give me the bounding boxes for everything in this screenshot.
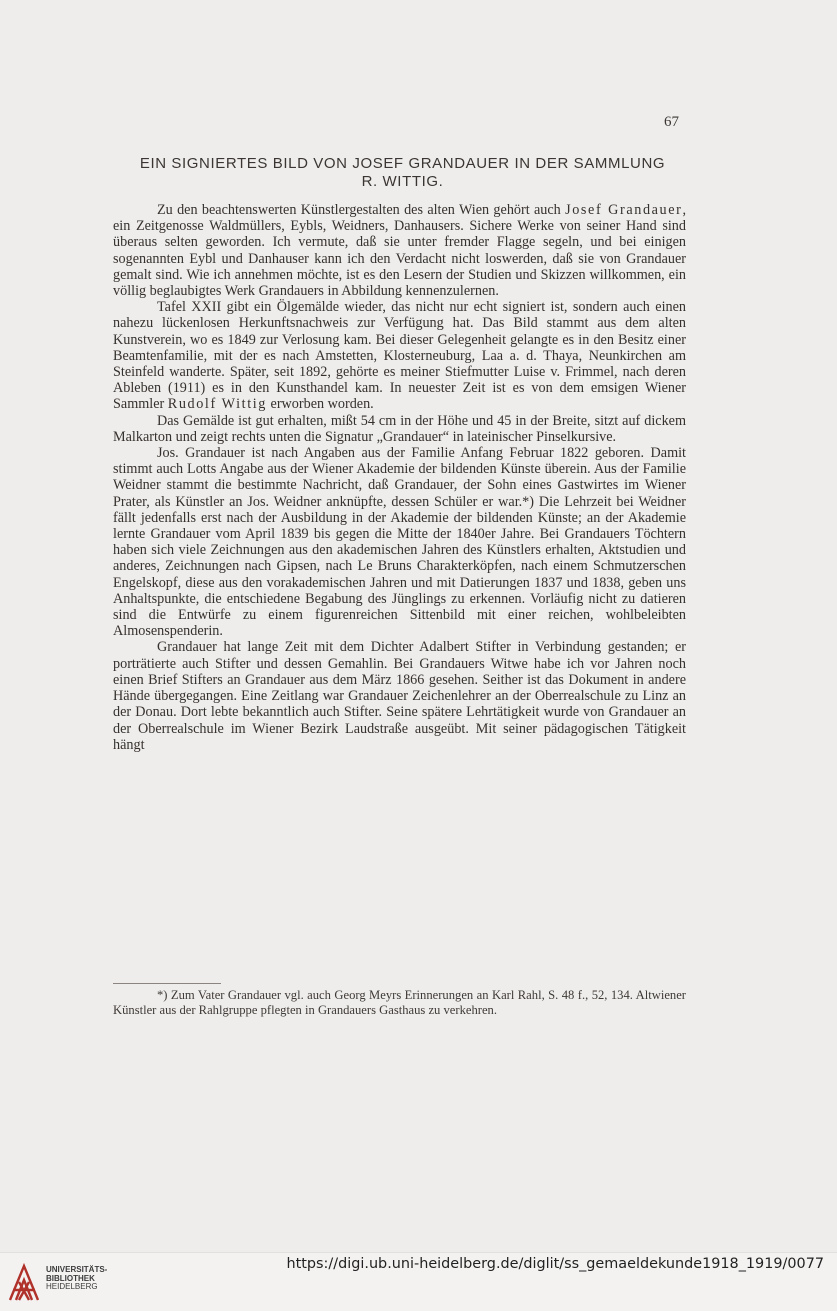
paragraph xyxy=(113,445,686,639)
paragraph xyxy=(113,299,686,412)
title-line-2: R. WITTIG. xyxy=(361,173,444,190)
permalink-url[interactable]: https://digi.ub.uni-heidelberg.de/diglit/ss_gemaeldekunde1918_1919/0077 xyxy=(286,1256,824,1272)
paragraph-text: Jos. Grandauer ist nach Angaben aus der Familie Anfang Februar 1822 geboren. Damit stimmt auch Lotts Angabe aus der Wiener Akademie der bildenden Künste überein. Aus der Familie Weidner stammt die bestimmte Nachricht, daß Grandauer, der Sohn eines Gastwirtes im Wiener Prater, als Künstler an Jos. Weidner anknüpfte, dessen Schüler er war.*) Die Lehrzeit bei Weidner fällt jedenfalls erst nach der Ausbildung in der Akademie der bildenden Künste; an der Akademie lernte Grandauer vom April 1839 bis gegen die Mitte der 1840er Jahre. Bei Grandauers Töchtern haben sich viele Zeichnungen aus den akademischen Jahren des Künstlers erhalten, Aktstudien und anderes, Zeichnungen nach Gipsen, nach Le Bruns Charakterköpfen, nach einem Schmutzerschen Engelskopf, diese aus den vorakademischen Jahren und mit Datierungen 1837 und 1838, geben uns Anhaltspunkte, die entschiedene Begabung des Jünglings zu erkennen. Vorläufig nicht zu datieren sind die Entwürfe zu einem figurenreichen Sittenbild mit einer reichen, wohlbeleibten Almosenspenderin. xyxy=(113,445,686,640)
library-name xyxy=(46,1266,107,1292)
paragraph-text: erworben worden. xyxy=(266,396,374,413)
paragraph xyxy=(113,202,686,299)
letterspaced-name: Josef Grandauer xyxy=(565,202,683,218)
footnote-text: *) Zum Vater Grandauer vgl. auch Georg Meyrs Erinnerungen an Karl Rahl, S. 48 f., 52, 134. Altwiener Künstler aus der Rahlgruppe pflegten in Grandauers Gasthaus zu verkehren. xyxy=(113,988,686,1017)
paragraph-text: , ein Zeitgenosse Waldmüllers, Eybls, Weidners, Danhausers. Sichere Werke von seiner Hand sind überaus selten geworden. Ich vermute, daß sie unter fremder Flagge segeln, und bei einigen sogenannten Eybl und Danhauser kann ich den Verdacht nicht loswerden, daß sie von Grandauer gemalt sind. Wie ich annehmen möchte, ist es den Lesern der Studien und Skizzen willkommen, ein völlig beglaubigtes Werk Grandauers in Abbildung kennenzulernen. xyxy=(113,202,687,300)
footnote-divider xyxy=(113,983,221,984)
article-body xyxy=(113,202,686,753)
paragraph-text: Zu den beachtenswerten Künstlergestalten des alten Wien gehört auch xyxy=(157,202,566,218)
paragraph-text: Das Gemälde ist gut erhalten, mißt 54 cm in der Höhe und 45 in der Breite, sitzt auf dickem Malkarton und zeigt rechts unten die Signatur „Grandauer“ in lateinischer Pinselkursive. xyxy=(113,412,686,445)
footnote xyxy=(113,988,686,1018)
paragraph-text: Grandauer hat lange Zeit mit dem Dichter Adalbert Stifter in Verbindung gestanden; er porträtierte auch Stifter und dessen Gemahlin. Bei Grandauers Witwe habe ich vor Jahren noch einen Brief Stifters an Grandauer aus dem März 1866 gesehen. Seither ist das Dokument in andere Hände übergegangen. Eine Zeitlang war Grandauer Zeichenlehrer an der Oberrealschule zu Linz an der Donau. Dort lebte bekanntlich auch Stifter. Seine spätere Lehrtätigkeit wurde von Grandauer an der Oberrealschule im Wiener Bezirk Laudstraße ausgeübt. Mit seiner pädagogischen Tätigkeit hängt xyxy=(113,639,686,753)
title-line-1: EIN SIGNIERTES BILD VON JOSEF GRANDAUER IN DER SAMMLUNG xyxy=(139,155,666,172)
library-name-line-1: UNIVERSITÄTS- xyxy=(46,1265,108,1274)
paragraph xyxy=(113,639,686,752)
paragraph-text: Tafel XXII gibt ein Ölgemälde wieder, das nicht nur echt signiert ist, sondern auch einen nahezu lückenlosen Herkunftsnachweis zur Verfügung hat. Das Bild stammt aus dem alten Kunstverein, wo es 1849 zur Verlosung kam. Bei dieser Gelegenheit gelangte es in den Besitz einer Beamtenfamilie, mit der es nach Amstetten, Klosterneuburg, Laa a. d. Thaya, Neunkirchen am Steinfeld wanderte. Später, seit 1892, gehörte es meiner Stiefmutter Luise v. Frimmel, nach deren Ableben (1911) es in den Kunsthandel kam. In neuester Zeit ist es von dem emsigen Wiener Sammler xyxy=(113,299,686,413)
letterspaced-name: Rudolf Wittig xyxy=(167,396,267,413)
university-library-logo-icon[interactable] xyxy=(8,1260,40,1302)
library-name-line-3: HEIDELBERG xyxy=(46,1282,98,1291)
page-number: 67 xyxy=(664,114,679,130)
library-name-line-2: BIBLIOTHEK xyxy=(46,1273,95,1283)
paragraph xyxy=(113,413,686,445)
article-title xyxy=(100,155,705,191)
